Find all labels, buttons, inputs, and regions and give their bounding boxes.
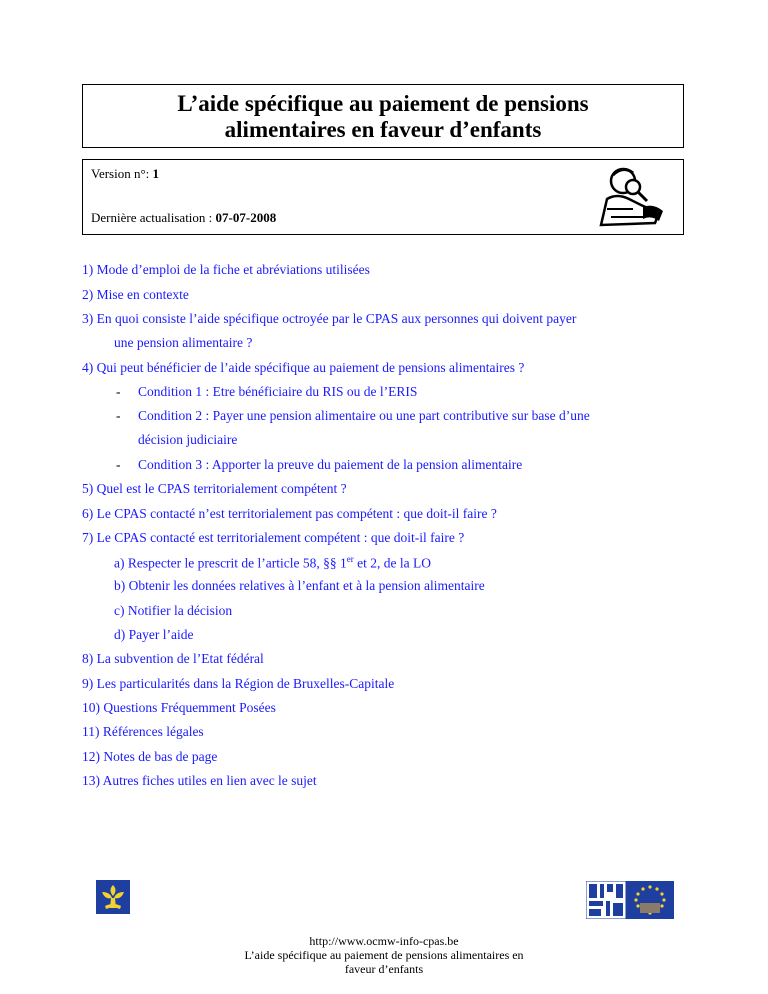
title-line-1: L’aide spécifique au paiement de pensions bbox=[177, 91, 589, 116]
toc-item-1[interactable]: 1) Mode d’emploi de la fiche et abréviations utilisées bbox=[82, 262, 370, 277]
footer-title-line-2: faveur d’enfants bbox=[344, 962, 424, 976]
footer-url[interactable]: http://www.ocmw-info-cpas.be bbox=[309, 934, 459, 948]
toc-item-13[interactable]: 13) Autres fiches utiles en lien avec le sujet bbox=[82, 773, 317, 788]
toc-item-8[interactable]: 8) La subvention de l’Etat fédéral bbox=[82, 651, 264, 666]
toc-item-10[interactable]: 10) Questions Fréquemment Posées bbox=[82, 700, 276, 715]
toc-sub-a-text-end: et 2, de la LO bbox=[353, 555, 432, 571]
version-value: 1 bbox=[152, 166, 160, 181]
footer-title-line-1: L’aide spécifique au paiement de pensions alimentaires en bbox=[244, 948, 524, 962]
update-value: 07-07-2008 bbox=[215, 210, 277, 225]
version-line bbox=[91, 166, 159, 182]
toc-sub-c[interactable]: c) Notifier la décision bbox=[114, 603, 233, 618]
toc-item-12[interactable]: 12) Notes de bas de page bbox=[82, 749, 218, 764]
update-line bbox=[91, 210, 276, 226]
toc-item-3[interactable]: 3) En quoi consiste l’aide spécifique octroyée par le CPAS aux personnes qui doivent payer bbox=[82, 311, 577, 326]
toc-item-7[interactable]: 7) Le CPAS contacté est territorialement compétent : que doit-il faire ? bbox=[82, 530, 465, 545]
brussels-iris-logo-icon bbox=[96, 880, 130, 914]
toc-condition-1[interactable]: Condition 1 : Etre bénéficiaire du RIS ou de l’ERIS bbox=[138, 384, 418, 399]
version-label: Version n°: bbox=[91, 166, 153, 181]
version-info-box bbox=[82, 159, 684, 235]
superscript-er: er bbox=[346, 554, 354, 564]
toc-item-5[interactable]: 5) Quel est le CPAS territorialement compétent ? bbox=[82, 481, 347, 496]
toc-item-3-cont[interactable]: une pension alimentaire ? bbox=[114, 335, 253, 350]
toc-item-9[interactable]: 9) Les particularités dans la Région de Bruxelles-Capitale bbox=[82, 676, 395, 691]
toc-sub-a[interactable] bbox=[114, 554, 431, 572]
document-title bbox=[82, 84, 684, 148]
toc-item-11[interactable]: 11) Références légales bbox=[82, 724, 204, 739]
toc-condition-2-cont[interactable]: décision judiciaire bbox=[138, 432, 238, 447]
toc-condition-2[interactable]: Condition 2 : Payer une pension alimentaire ou une part contributive sur base d’une bbox=[138, 408, 590, 423]
eu-stars-logo-icon bbox=[586, 881, 674, 919]
update-label: Dernière actualisation : bbox=[91, 210, 216, 225]
toc-item-2[interactable]: 2) Mise en contexte bbox=[82, 287, 189, 302]
toc-sub-b[interactable]: b) Obtenir les données relatives à l’enfant et à la pension alimentaire bbox=[114, 578, 485, 593]
toc-condition-3[interactable]: Condition 3 : Apporter la preuve du paiement de la pension alimentaire bbox=[138, 457, 523, 472]
toc-item-4[interactable]: 4) Qui peut bénéficier de l’aide spécifique au paiement de pensions alimentaires ? bbox=[82, 360, 525, 375]
toc-sub-d[interactable]: d) Payer l’aide bbox=[114, 627, 194, 642]
toc-sub-a-text: a) Respecter le prescrit de l’article 58, §§ 1 bbox=[114, 555, 347, 571]
bullet-dash: - bbox=[116, 457, 121, 472]
person-reading-icon bbox=[593, 165, 669, 231]
bullet-dash: - bbox=[116, 408, 121, 423]
title-line-2: alimentaires en faveur d’enfants bbox=[224, 117, 542, 142]
toc-item-6[interactable]: 6) Le CPAS contacté n’est territorialement pas compétent : que doit-il faire ? bbox=[82, 506, 497, 521]
bullet-dash: - bbox=[116, 384, 121, 399]
